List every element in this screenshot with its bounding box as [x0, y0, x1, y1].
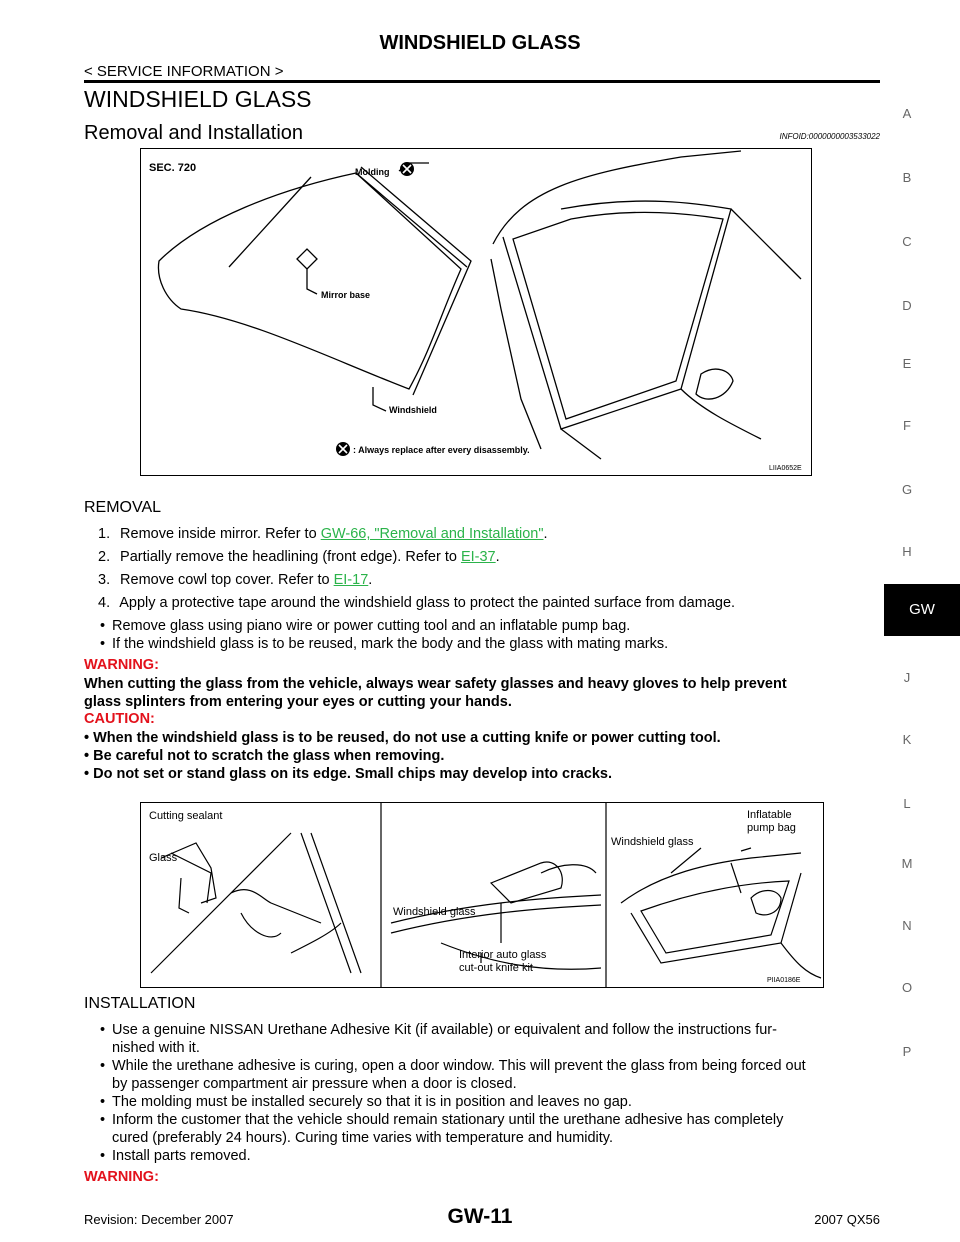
bullet-text: If the windshield glass is to be reused, mark the body and the glass with mating marks.	[112, 636, 669, 652]
cutting-sealant-label: Cutting sealant	[149, 810, 223, 822]
side-index-b[interactable]: B	[902, 170, 912, 185]
side-index-n[interactable]: N	[902, 918, 912, 933]
link-gw-66[interactable]: GW-66, "Removal and Installation"	[320, 526, 544, 542]
link-ei-17[interactable]: EI-17	[333, 572, 369, 588]
windshield-illustration	[141, 149, 811, 475]
caution-label: CAUTION:	[84, 711, 155, 727]
legend-text: : Always replace after every disassembly.	[353, 445, 530, 455]
bullet-text: Use a genuine NISSAN Urethane Adhesive Kit (if available) or equivalent and follow the instructions fur-	[112, 1022, 777, 1038]
side-index-d[interactable]: D	[902, 298, 912, 313]
pump-bag-label-2: pump bag	[747, 822, 796, 834]
install-warning-label: WARNING:	[84, 1169, 159, 1185]
footer-model: 2007 QX56	[814, 1212, 880, 1227]
step-number: 1.	[98, 526, 111, 542]
molding-label: Molding	[355, 167, 390, 177]
caution-1: • When the windshield glass is to be reused, do not use a cutting knife or power cutting tool.	[84, 730, 721, 746]
side-index-l[interactable]: L	[903, 796, 911, 811]
removal-step-1	[98, 525, 880, 543]
caution-3: • Do not set or stand glass on its edge. Small chips may develop into cracks.	[84, 766, 613, 782]
step-number: 4.	[98, 595, 111, 611]
install-bullet-4: • Inform the customer that the vehicle should remain stationary until the urethane adhesive has completely	[100, 1112, 784, 1128]
step-end: .	[495, 549, 500, 565]
header-rule	[84, 80, 880, 83]
side-index-f[interactable]: F	[903, 418, 911, 433]
step-text: Partially remove the headlining (front edge). Refer to	[120, 549, 461, 565]
footer-page-number: GW-11	[447, 1205, 513, 1228]
figure-code: PIIA0186E	[767, 977, 801, 984]
warning-line-2: glass splinters from entering your eyes or cutting your hands.	[84, 694, 512, 710]
step-text: Remove cowl top cover. Refer to	[120, 572, 334, 588]
figure-code: LIIA0652E	[769, 465, 802, 472]
install-bullet-4-cont: cured (preferably 24 hours). Curing time varies with temperature and humidity.	[112, 1130, 614, 1146]
install-bullet-3: • The molding must be installed securely so that it is in position and leaves no gap.	[100, 1094, 632, 1110]
side-index-g[interactable]: G	[901, 482, 913, 497]
step-end: .	[543, 526, 548, 542]
removal-heading: REMOVAL	[84, 499, 162, 516]
install-bullet-1: • Use a genuine NISSAN Urethane Adhesive Kit (if available) or equivalent and follow the instructions fur-	[100, 1022, 777, 1038]
side-index-k[interactable]: K	[902, 732, 912, 747]
sec-label: SEC. 720	[149, 162, 197, 174]
removal-step-3	[98, 571, 880, 589]
bullet-text: Install parts removed.	[112, 1148, 251, 1164]
side-index-j[interactable]: J	[903, 670, 911, 685]
mirror-base-label: Mirror base	[321, 290, 371, 300]
interior-kit-label-1: Interior auto glass	[459, 949, 547, 961]
removal-tools-illustration	[141, 803, 823, 987]
removal-step-2	[98, 548, 880, 566]
figure-windshield-diagram	[140, 148, 812, 476]
figure-removal-tools	[140, 802, 824, 988]
warning-label: WARNING:	[84, 657, 159, 673]
side-index-h[interactable]: H	[902, 544, 912, 559]
installation-heading: INSTALLATION	[84, 995, 196, 1012]
windshield-glass-label-a: Windshield glass	[393, 906, 476, 918]
install-bullet-5: • Install parts removed.	[100, 1148, 251, 1164]
caution-2: • Be careful not to scratch the glass when removing.	[84, 748, 445, 764]
warning-line-1: When cutting the glass from the vehicle, always wear safety glasses and heavy gloves to help prevent	[84, 676, 787, 692]
removal-step-4	[98, 594, 880, 612]
info-id: INFOID:0000000003533022	[779, 132, 880, 141]
header-subtitle: < SERVICE INFORMATION >	[84, 63, 284, 80]
side-index-a[interactable]: A	[902, 106, 912, 121]
interior-kit-label-2: cut-out knife kit	[459, 962, 533, 974]
replace-mark-icon	[400, 162, 414, 176]
step-number: 3.	[98, 572, 111, 588]
glass-label: Glass	[149, 852, 178, 864]
bullet-text: Inform the customer that the vehicle should remain stationary until the urethane adhesive has completely	[112, 1112, 784, 1128]
pump-bag-label-1: Inflatable	[747, 809, 792, 821]
install-bullet-2-cont: by passenger compartment air pressure when a door is closed.	[112, 1076, 517, 1092]
side-index-e[interactable]: E	[902, 356, 912, 371]
side-index-gw-active[interactable]: GW	[884, 584, 960, 636]
page-title: WINDSHIELD GLASS	[84, 86, 312, 112]
removal-bullet-1: • Remove glass using piano wire or power cutting tool and an inflatable pump bag.	[100, 618, 631, 634]
step-text: Apply a protective tape around the windshield glass to protect the painted surface from damage.	[119, 595, 736, 611]
step-number: 2.	[98, 549, 111, 565]
windshield-label: Windshield	[389, 405, 437, 415]
side-index-p[interactable]: P	[902, 1044, 912, 1059]
header-title: WINDSHIELD GLASS	[379, 32, 581, 54]
footer-revision: Revision: December 2007	[84, 1212, 234, 1227]
replace-legend-icon	[336, 442, 350, 456]
side-index-c[interactable]: C	[902, 234, 912, 249]
bullet-text: While the urethane adhesive is curing, open a door window. This will prevent the glass from being forced out	[112, 1058, 806, 1074]
install-bullet-1-cont: nished with it.	[112, 1040, 200, 1056]
step-end: .	[368, 572, 373, 588]
bullet-text: Remove glass using piano wire or power cutting tool and an inflatable pump bag.	[112, 618, 631, 634]
install-bullet-2: • While the urethane adhesive is curing, open a door window. This will prevent the glass from being forced out	[100, 1058, 806, 1074]
step-text: Remove inside mirror. Refer to	[120, 526, 321, 542]
side-index-m[interactable]: M	[901, 856, 913, 871]
bullet-text: The molding must be installed securely so that it is in position and leaves no gap.	[112, 1094, 632, 1110]
side-index-o[interactable]: O	[901, 980, 913, 995]
link-ei-37[interactable]: EI-37	[460, 549, 496, 565]
windshield-glass-label-b: Windshield glass	[611, 836, 694, 848]
removal-bullet-2: • If the windshield glass is to be reused, mark the body and the glass with mating marks.	[100, 636, 669, 652]
section-title: Removal and Installation	[84, 122, 304, 144]
